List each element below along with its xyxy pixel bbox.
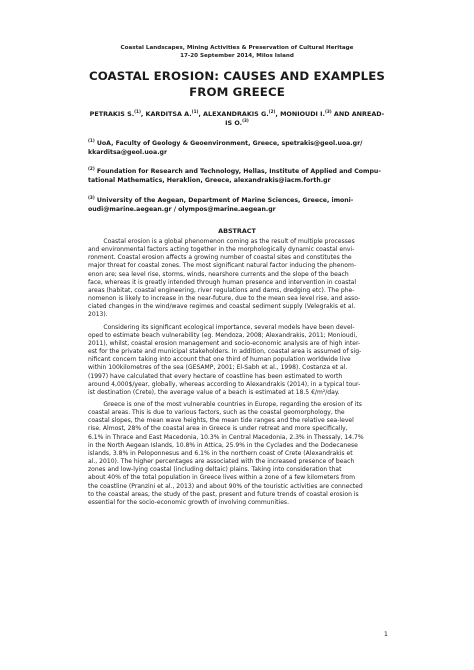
paragraph-3-line: islands, 3.8% in Peloponnesus and 6.1% in the northern coast of Crete (Alexandrakis et bbox=[88, 449, 353, 457]
paragraph-2-line: around 4,000$/year, globally, whereas according to Alexandrakis (2014), in a typical tour- bbox=[88, 380, 361, 388]
author-list bbox=[88, 110, 386, 128]
paragraph-1-line: ronment. Coastal erosion affects a growing number of coastal sites and constitutes the bbox=[88, 254, 352, 262]
paragraph-1-line: and environmental factors acting together in the morphologically dynamic coastal envi- bbox=[88, 246, 355, 254]
paragraph-3-line: the coastline (Pranzini et al., 2013) and about 90% of the touristic activities are connected bbox=[88, 482, 363, 490]
paragraph-1-line: Coastal erosion is a global phenomenon coming as the result of multiple processes bbox=[88, 238, 355, 245]
paragraph-3-line: in the North Aegean Islands, 10.8% in Attica, 25.9% in the Cyclades and the Dodecanese bbox=[88, 441, 358, 449]
paragraph-3-line: about 40% of the total population in Greece lives within a zone of a few kilometers from bbox=[88, 474, 356, 482]
paragraph-2-line: nificant concern taking into account that one third of human population worldwide live bbox=[88, 356, 351, 364]
affiliation-2-line-2: tational Mathematics, Heraklion, Greece, alexandrakis@iacm.forth.gr bbox=[88, 176, 331, 184]
affiliation-2-line-1: Foundation for Research and Technology, Hellas, Institute of Applied and Compu- bbox=[94, 168, 381, 175]
paragraph-1-line: nomenon is likely to increase in the near-future, due to the mean sea level rise, and asso- bbox=[88, 295, 361, 303]
paragraph-3-line: coastal areas. This is due to various factors, such as the coastal geomorphology, the bbox=[88, 409, 345, 417]
affiliation-1 bbox=[88, 137, 388, 157]
paragraph-3-line: al., 2010). The higher percentages are associated with the increased presence of beach bbox=[88, 458, 355, 466]
paragraph-1-line: ciated changes in the wind/wave regimes and coastal sediment supply (Velegrakis et al. bbox=[88, 303, 356, 311]
affiliation-2 bbox=[88, 165, 388, 185]
author-1: PETRAKIS S. bbox=[89, 110, 135, 118]
paragraph-2-line: within 100kilometres of the sea (GESAMP, 2001; El-Sabh et al., 1998). Costanza et al. bbox=[88, 364, 348, 372]
author-4-affil: (3) bbox=[324, 108, 332, 114]
affiliation-3-marker: (3) bbox=[88, 194, 95, 200]
affiliation-1-line-1: UoA, Faculty of Geology & Geoenvironment, Greece, spetrakis@geol.uoa.gr/ bbox=[94, 140, 363, 147]
paragraph-2-line: (1997) have calculated that every hectare of coastline has been estimated to worth bbox=[88, 372, 343, 380]
conference-line-2: 17-20 September 2014, Milos Island bbox=[180, 53, 294, 59]
paragraph-1-line: areas (habitat, coastal engineering, river regulations and dams, dredging etc). The phe- bbox=[88, 286, 355, 294]
paragraph-2-line: 2011), whilst, coastal erosion management and socio-economic analysis are of high inter- bbox=[88, 339, 361, 347]
author-2-affil: (1) bbox=[191, 108, 199, 114]
affiliation-3 bbox=[88, 194, 388, 214]
paragraph-1-line: enon are; sea level rise, storms, winds, nearshore currents and the slope of the beach bbox=[88, 270, 349, 278]
paragraph-2-line: est for the private and municipal stakeholders. In addition, coastal area is assumed of sig- bbox=[88, 348, 362, 356]
paragraph-1-line: 2013). bbox=[88, 311, 108, 319]
paragraph-3-line: to the coastal areas, the study of the past, present and future trends of coastal erosion is bbox=[88, 490, 359, 498]
paragraph-3-line: essential for the socio-economic growth of involving communities. bbox=[88, 498, 289, 506]
author-3-affil: (2) bbox=[268, 108, 276, 114]
paragraph-3-line: zones and low-lying coastal (including deltaic) plains. Taking into consideration that bbox=[88, 466, 342, 474]
paragraph-2-line: ist destination (Crete), the average value of a beach is estimated at 18.5 €/m²/day. bbox=[88, 388, 340, 396]
author-3: , ALEXANDRAKIS G. bbox=[198, 110, 269, 118]
paragraph-2-line: oped to estimate beach vulnerability (eg. Mendoza, 2008; Alexandrakis, 2011; Monioudi, bbox=[88, 331, 358, 339]
affiliation-3-line-1: University of the Aegean, Department of Marine Sciences, Greece, imoni- bbox=[94, 197, 354, 204]
paragraph-3-line: rise. Almost, 28% of the coastal area in Greece is under retreat and more specifically, bbox=[88, 425, 348, 433]
page-number: 1 bbox=[383, 630, 388, 638]
affiliation-2-marker: (2) bbox=[88, 165, 95, 171]
author-5-affil: (3) bbox=[242, 117, 249, 123]
paragraph-1-line: major threat for coastal zones. The most significant natural factor inducing the phenom- bbox=[88, 262, 357, 270]
paragraph-3-line: 6.1% in Thrace and East Macedonia, 10.3% in Central Macedonia, 2.3% in Thessaly, 14.7% bbox=[88, 433, 364, 441]
author-4: , MONIOUDI I. bbox=[275, 110, 325, 118]
title-line-2: FROM GREECE bbox=[189, 85, 285, 99]
affiliation-3-line-2: oudi@marine.aegean.gr / olympos@marine.aegean.gr bbox=[88, 205, 276, 213]
affiliation-1-line-2: kkarditsa@geol.uoa.gr bbox=[88, 148, 168, 156]
paragraph-1-line: face, whereas it is greatly intended through human presence and intervention in coastal bbox=[88, 278, 357, 286]
title-line-1: COASTAL EROSION: CAUSES AND EXAMPLES bbox=[88, 69, 386, 83]
author-2: , KARDITSA A. bbox=[140, 110, 192, 118]
author-1-affil: (1) bbox=[134, 108, 141, 114]
paragraph-3-line: coastal slopes, the mean wave heights, the mean tide ranges and the relative sea-level bbox=[88, 417, 354, 425]
paragraph-2-line: Considering its significant ecological importance, several models have been devel- bbox=[88, 323, 355, 331]
author-5-cont: IS O. bbox=[225, 119, 243, 127]
abstract-body bbox=[88, 238, 386, 507]
paper-title bbox=[60, 68, 414, 100]
paragraph-3-line: Greece is one of the most vulnerable countries in Europe, regarding the erosion of its bbox=[88, 400, 362, 408]
abstract-heading: ABSTRACT bbox=[218, 227, 256, 235]
affiliation-1-marker: (1) bbox=[88, 137, 95, 143]
conference-header bbox=[0, 44, 474, 60]
author-5: AND ANREAD- bbox=[331, 110, 385, 118]
conference-line-1: Coastal Landscapes, Mining Activities & Preservation of Cultural Heritage bbox=[120, 45, 354, 51]
